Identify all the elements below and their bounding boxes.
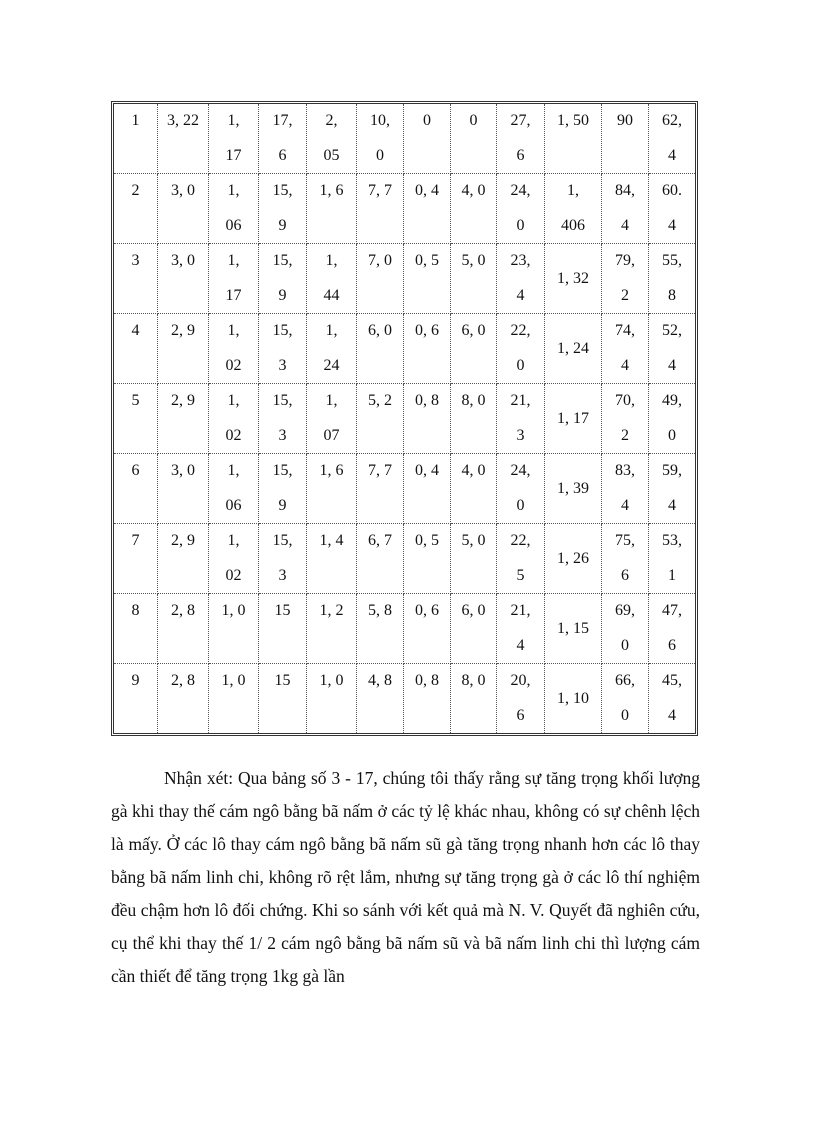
table-cell: 66, 0 xyxy=(602,664,649,733)
table-cell: 1, 32 xyxy=(545,244,602,314)
table-cell: 1, 26 xyxy=(545,524,602,594)
table-cell: 84, 4 xyxy=(602,174,649,244)
table-cell: 6 xyxy=(114,454,158,524)
table-cell: 15, 3 xyxy=(259,524,307,594)
table-cell: 8, 0 xyxy=(451,664,497,733)
table-cell: 3 xyxy=(114,244,158,314)
table-cell: 2, 9 xyxy=(158,524,209,594)
table-cell: 1, 02 xyxy=(209,314,259,384)
table-cell: 4, 0 xyxy=(451,174,497,244)
commentary-paragraph xyxy=(111,762,700,993)
table-cell: 0 xyxy=(404,104,451,174)
table-cell: 6, 7 xyxy=(357,524,404,594)
table-cell: 1, 02 xyxy=(209,384,259,454)
table-cell: 3, 0 xyxy=(158,174,209,244)
table-cell: 9 xyxy=(114,664,158,733)
table-cell: 70, 2 xyxy=(602,384,649,454)
table-cell: 0, 6 xyxy=(404,594,451,664)
table-cell: 1, 0 xyxy=(209,594,259,664)
table-cell: 22, 0 xyxy=(497,314,545,384)
table-cell: 2 xyxy=(114,174,158,244)
table-cell: 6, 0 xyxy=(357,314,404,384)
table-cell: 0, 4 xyxy=(404,174,451,244)
table-cell: 24, 0 xyxy=(497,454,545,524)
table-cell: 6, 0 xyxy=(451,594,497,664)
table-cell: 47, 6 xyxy=(649,594,695,664)
table-cell: 5, 8 xyxy=(357,594,404,664)
table-cell: 20, 6 xyxy=(497,664,545,733)
table-cell: 1, 0 xyxy=(307,664,357,733)
table-cell: 0, 8 xyxy=(404,664,451,733)
table-cell: 5 xyxy=(114,384,158,454)
table-cell: 0, 5 xyxy=(404,524,451,594)
table-cell: 1, 406 xyxy=(545,174,602,244)
data-table-container xyxy=(111,101,698,736)
data-table xyxy=(111,101,698,736)
table-cell: 10, 0 xyxy=(357,104,404,174)
table-cell: 6, 0 xyxy=(451,314,497,384)
table-cell: 4 xyxy=(114,314,158,384)
table-cell: 23, 4 xyxy=(497,244,545,314)
table-cell: 55, 8 xyxy=(649,244,695,314)
table-cell: 0, 5 xyxy=(404,244,451,314)
table-cell: 3, 22 xyxy=(158,104,209,174)
table-cell: 7, 7 xyxy=(357,454,404,524)
table-row xyxy=(114,104,695,174)
table-cell: 75, 6 xyxy=(602,524,649,594)
table-cell: 2, 9 xyxy=(158,314,209,384)
table-cell: 0 xyxy=(451,104,497,174)
table-cell: 1, 6 xyxy=(307,454,357,524)
table-cell: 7 xyxy=(114,524,158,594)
table-cell: 3, 0 xyxy=(158,244,209,314)
table-cell: 1, 15 xyxy=(545,594,602,664)
table-cell: 2, 8 xyxy=(158,594,209,664)
table-cell: 1, 17 xyxy=(545,384,602,454)
table-cell: 2, 9 xyxy=(158,384,209,454)
table-cell: 1, 17 xyxy=(209,104,259,174)
table-cell: 24, 0 xyxy=(497,174,545,244)
table-cell: 1, 06 xyxy=(209,174,259,244)
table-cell: 15, 3 xyxy=(259,384,307,454)
table-body xyxy=(114,104,695,733)
table-cell: 17, 6 xyxy=(259,104,307,174)
table-cell: 15 xyxy=(259,594,307,664)
table-cell: 1 xyxy=(114,104,158,174)
table-row xyxy=(114,384,695,454)
table-row xyxy=(114,664,695,733)
table-cell: 1, 07 xyxy=(307,384,357,454)
table-cell: 79, 2 xyxy=(602,244,649,314)
table-cell: 1, 0 xyxy=(209,664,259,733)
table-cell: 62, 4 xyxy=(649,104,695,174)
table-cell: 15, 3 xyxy=(259,314,307,384)
table-cell: 1, 10 xyxy=(545,664,602,733)
table-cell: 5, 0 xyxy=(451,244,497,314)
table-cell: 7, 7 xyxy=(357,174,404,244)
table-cell: 5, 2 xyxy=(357,384,404,454)
table-cell: 74, 4 xyxy=(602,314,649,384)
table-cell: 83, 4 xyxy=(602,454,649,524)
table-cell: 21, 3 xyxy=(497,384,545,454)
table-row xyxy=(114,594,695,664)
table-cell: 1, 44 xyxy=(307,244,357,314)
table-cell: 45, 4 xyxy=(662,672,682,724)
table-cell: 8 xyxy=(114,594,158,664)
table-cell: 1, 17 xyxy=(209,244,259,314)
table-cell: 1, 50 xyxy=(545,104,602,174)
table-cell: 27, 6 xyxy=(497,104,545,174)
table-cell: 53, 1 xyxy=(649,524,695,594)
table-cell: 15, 9 xyxy=(259,454,307,524)
table-cell: 1, 02 xyxy=(209,524,259,594)
table-cell: 7, 0 xyxy=(357,244,404,314)
table-cell: 4, 8 xyxy=(357,664,404,733)
table-cell: 59, 4 xyxy=(649,454,695,524)
table-cell: 69, 0 xyxy=(602,594,649,664)
table-cell: 21, 4 xyxy=(497,594,545,664)
table-cell: 1, 24 xyxy=(307,314,357,384)
table-cell: 22, 5 xyxy=(497,524,545,594)
table-cell: 60. 4 xyxy=(649,174,695,244)
table-row xyxy=(114,314,695,384)
table-cell: 2, 8 xyxy=(158,664,209,733)
table-cell: 90 xyxy=(602,104,649,174)
table-cell: 3, 0 xyxy=(158,454,209,524)
table-cell: 15 xyxy=(259,664,307,733)
table-cell: 1, 24 xyxy=(545,314,602,384)
table-cell: 1, 39 xyxy=(545,454,602,524)
commentary-text: Nhận xét: Qua bảng số 3 - 17, chúng tôi thấy rằng sự tăng trọng khối lượng gà khi thay thế cám ngô bằng bã nấm ở các tỷ lệ khác nhau, không có sự chênh lệch là mấy. Ở các lô thay cám ngô bằng bã nấm sũ gà tăng trọng nhanh hơn các lô thay bằng bã nấm linh chi, không rõ rệt lắm, nhưng sự tăng trọng gà ở các lô thí nghiệm đều chậm hơn lô đối chứng. Khi so sánh với kết quả mà N. V. Quyết đã nghiên cứu, cụ thể khi thay thế 1/ 2 cám ngô bằng bã nấm sũ và bã nấm linh chi thì lượng cám cần thiết để tăng trọng 1kg gà lần xyxy=(111,768,700,986)
table-cell: 8, 0 xyxy=(451,384,497,454)
table-cell: 1, 06 xyxy=(209,454,259,524)
table-cell: 2, 05 xyxy=(307,104,357,174)
table-cell: 15, 9 xyxy=(259,174,307,244)
table-row xyxy=(114,524,695,594)
table-cell: 1, 2 xyxy=(307,594,357,664)
table-cell: 4, 0 xyxy=(451,454,497,524)
table-cell: 0, 4 xyxy=(404,454,451,524)
table-cell: 0, 6 xyxy=(404,314,451,384)
table-cell: 5, 0 xyxy=(451,524,497,594)
table-cell: 49, 0 xyxy=(649,384,695,454)
table-cell: 0, 8 xyxy=(404,384,451,454)
table-cell: 52, 4 xyxy=(649,314,695,384)
table-cell: 1, 4 xyxy=(307,524,357,594)
table-row xyxy=(114,244,695,314)
table-row xyxy=(114,174,695,244)
table-cell: 15, 9 xyxy=(259,244,307,314)
table-cell: 1, 6 xyxy=(307,174,357,244)
table-row xyxy=(114,454,695,524)
